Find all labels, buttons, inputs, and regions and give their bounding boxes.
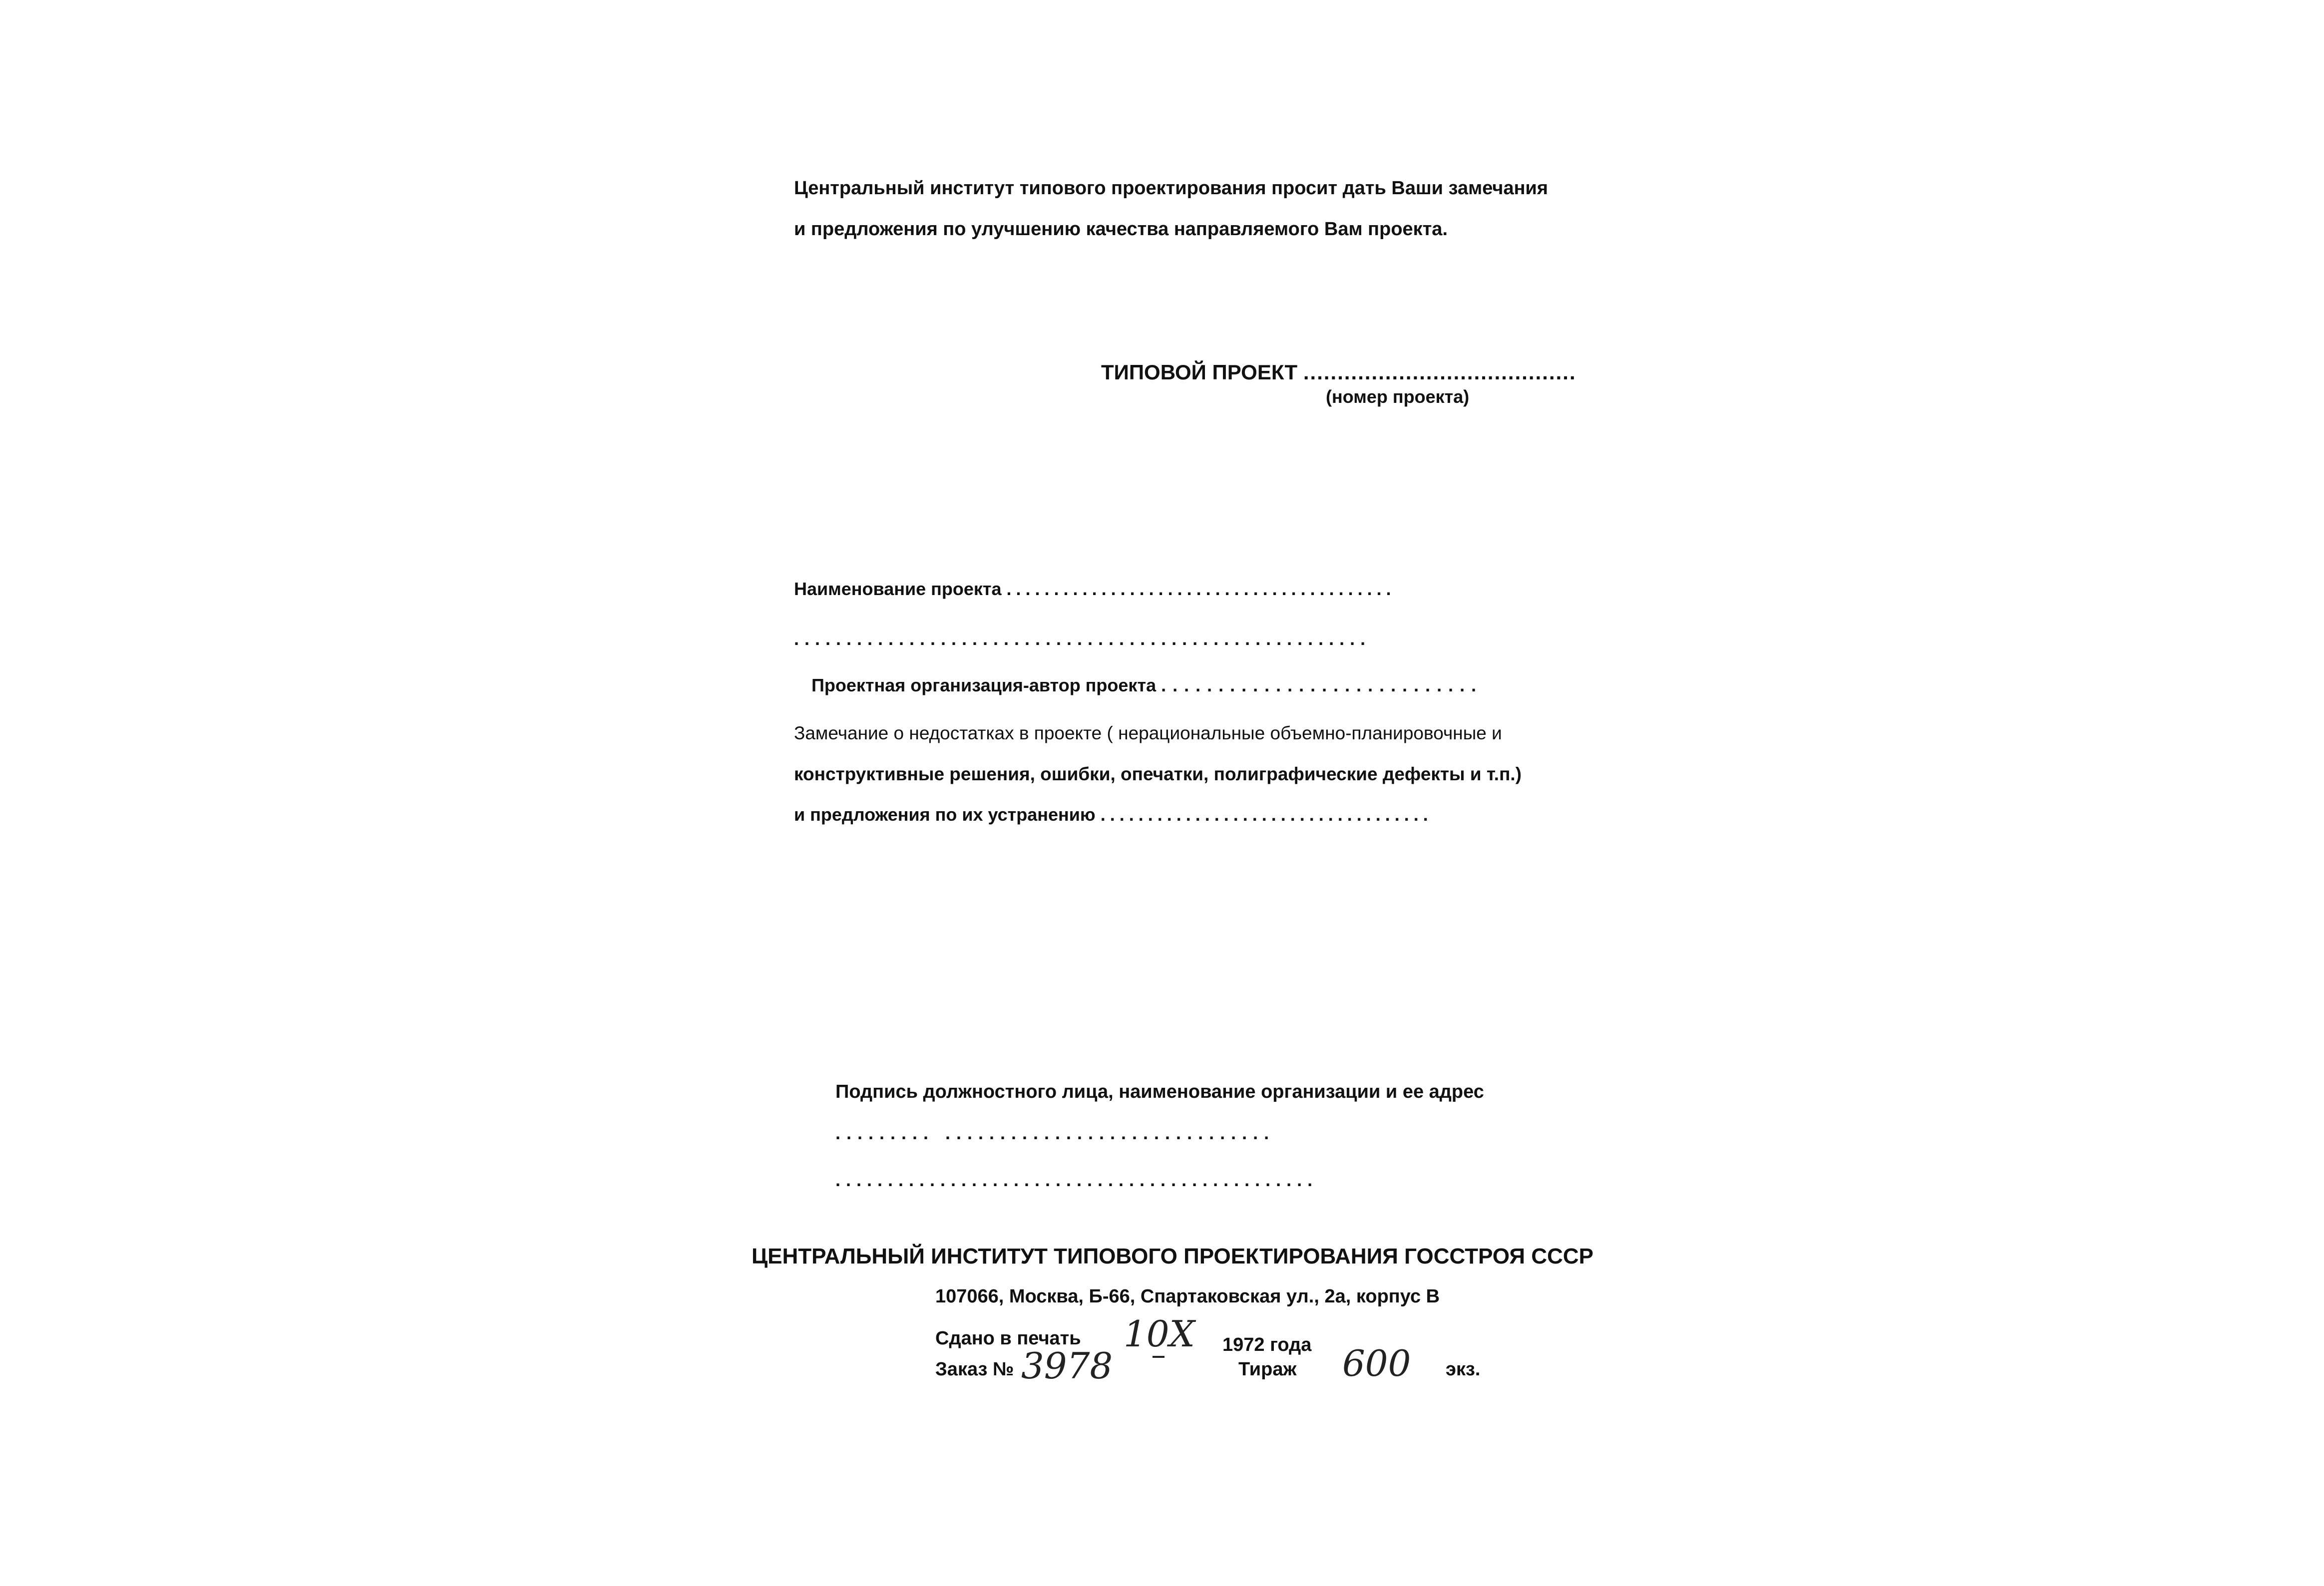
signature-label: Подпись должностного лица, наименование организации и ее адрес	[835, 1081, 1484, 1102]
author-organization-label: Проектная организация-автор проекта	[811, 675, 1157, 695]
institute-address: 107066, Москва, Б-66, Спартаковская ул., 2а, корпус В	[935, 1286, 1440, 1307]
signature-dots-line-2: ..............................................	[835, 1170, 1318, 1190]
project-name-dots-line-2: .......................................................	[794, 629, 1371, 649]
remarks-line-2: конструктивные решения, ошибки, опечатки, полиграфические дефекты и т.п.)	[794, 764, 1522, 784]
project-number-dots: ........................................	[1303, 360, 1576, 384]
institute-name: ЦЕНТРАЛЬНЫЙ ИНСТИТУТ ТИПОВОГО ПРОЕКТИРОВАНИЯ ГОССТРОЯ СССР	[752, 1244, 1594, 1269]
remarks-dots: ...................................	[1100, 804, 1433, 825]
intro-line-1: Центральный институт типового проектирования просит дать Ваши замечания	[794, 178, 1549, 199]
project-number-caption: (номер проекта)	[1326, 386, 1470, 407]
project-name-label: Наименование проекта	[794, 579, 1002, 599]
remarks-line-3: и предложения по их устранению	[794, 804, 1096, 825]
sent-to-print-label: Сдано в печать	[935, 1328, 1081, 1349]
print-year: 1972 года	[1222, 1334, 1312, 1355]
order-number-handwritten: 3978	[1021, 1345, 1113, 1387]
copies-unit: экз.	[1446, 1359, 1481, 1380]
sent-to-print-handwritten: 10X	[1124, 1313, 1195, 1355]
project-name-dots: .........................................	[1006, 579, 1396, 599]
order-label: Заказ №	[935, 1359, 1014, 1380]
print-run-handwritten: 600	[1342, 1342, 1411, 1384]
print-run-label: Тираж	[1238, 1359, 1297, 1380]
remarks-field	[794, 806, 1433, 824]
remarks-line-1: Замечание о недостатках в проекте ( нерациональные объемно-планировочные и	[794, 723, 1502, 743]
author-organization-field	[811, 676, 1483, 694]
signature-dots-line-1: ......... ..............................	[835, 1123, 1275, 1143]
author-organization-dots: ............................	[1161, 675, 1483, 695]
sent-to-print-underline	[1153, 1356, 1164, 1358]
project-number-field	[1101, 362, 1576, 383]
project-number-label: ТИПОВОЙ ПРОЕКТ	[1101, 360, 1298, 384]
intro-line-2: и предложения по улучшению качества направляемого Вам проекта.	[794, 219, 1448, 240]
project-name-field	[794, 580, 1396, 598]
